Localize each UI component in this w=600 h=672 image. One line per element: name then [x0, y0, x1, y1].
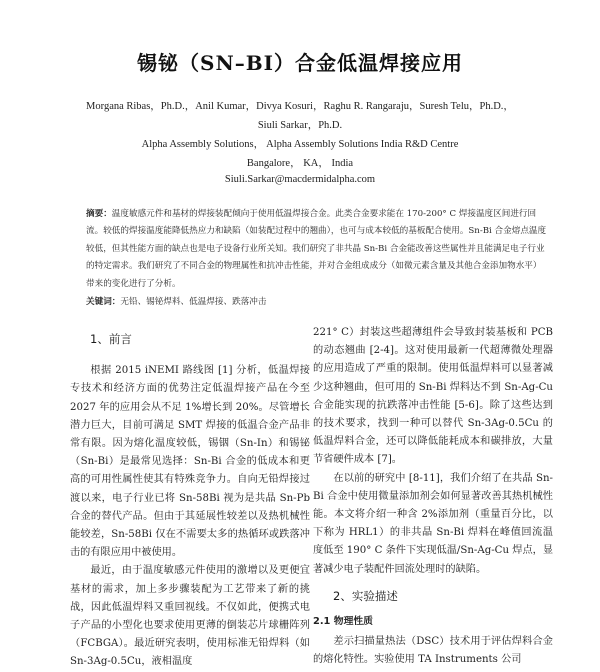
abstract-text: 温度敏感元件和基材的焊接装配倾向于使用低温焊接合金。此类合金要求能在 170-200° C 焊接温度区间进行回流。较低的焊接温度能降低热应力和缺陷（如装配过程中的翘曲），也可与成本较低的基板配合使用。Sn-Bi 合金熔点温度较低，但其性能方面的缺点也是电子设备行业所关知。我们研究了非共晶 Sn-Bi 合金能改善这些属性并且能满足电子行业的特定需求。我们研究了不同合金的物理属性和抗冲击性能，并对合金组成成分（如微元素含量及其他合金添加物水平）带来的变化进行了分析。 — [86, 209, 547, 289]
section-2-heading: 2、实验描述 — [333, 588, 398, 603]
author-email: Siuli.Sarkar@macdermidalpha.com — [224, 174, 376, 185]
keywords-label: 关键词： — [86, 297, 121, 308]
section-1-heading: 1、前言 — [90, 332, 132, 346]
subsection-2-1-heading: 2.1 物理性质 — [313, 616, 373, 628]
paragraph-previous-work: 在以前的研究中 [8-11]，我们介绍了在共晶 Sn-Bi 合金中使用微量添加剂会如何显著改善其热机械性能。本文将介绍一种含 2%添加剂（重量百分比，以下称为 HRL1）的非共晶 Sn-Bi 焊料在峰值回流温度低至 190° C 条件下实现低温/Sn-Ag-Cu 焊点，显著减少电子装配件回流处理时的缺陷。 — [313, 472, 554, 575]
abstract — [86, 206, 550, 311]
keywords — [86, 294, 550, 311]
paragraph-intro-1: 根据 2015 iNEMI 路线图 [1] 分析，低温焊接专技术和经济方面的优势注定低温焊接产品在今至 2027 年的应用会从不足 1%增长到 20%。尽管增长潜力巨大，目前可满足 SMT 焊接的低温合金产品非常有限。因为熔化温度较低，锡铟（Sn-In）和锡铋（Sn-Bi）是最常见选择：Sn-Bi 合金的低成本和更高的可用性属性使其有特殊竞争力。自向无铅焊接过渡以来，电子行业已将 Sn-58Bi 视为是共晶 Sn-Pb 合金的替代产品。但由于其延展性较差以及热机械性能较差，Sn-58Bi 仅在不需要太多的热循环或跌落冲击的有限应用中被使用。 — [70, 365, 310, 559]
paragraph-intro-continued: 221° C）封装这些超薄组件会导致封装基板和 PCB 的动态翘曲 [2-4]。这对使用最新一代超薄微处理器的应用造成了严重的限制。使用低温焊料可以显著减少这种翘曲，但可用的 Sn-Bi 焊料达不到 Sn-Ag-Cu 合金能实现的抗跌落冲击性能 [5-6]。除了这些达到的技术要求，找到一种可以替代 Sn-3Ag-0.5Cu 的低温焊料合金，还可以降低能耗成本和碳排放，大量节省硬件成本 [7]。 — [313, 327, 553, 466]
right-column — [313, 324, 553, 670]
paragraph-dsc: 差示扫描量热法（DSC）技术用于评估焊料合金的熔化特性。实验使用 TA Instruments 公司 — [313, 636, 553, 666]
paragraph-intro-2: 最近，由于温度敏感元件使用的激增以及更便宜基材的需求，加上多步骤装配为工艺带来了新的挑战，因此低温焊料又重回视线。不仅如此，便携式电子产品的小型化也要求使用更薄的倒装芯片球栅阵列（FCBGA）。最近研究表明，使用标准无铅焊料（如 Sn-3Ag-0.5Cu，液相温度 — [70, 565, 310, 668]
left-column — [70, 330, 310, 672]
affiliation-line-1: Alpha Assembly Solutions， Alpha Assembly Solutions India R&D Centre — [141, 139, 459, 150]
affiliation-line-2: Bangalore， KA， India — [246, 158, 354, 169]
abstract-label: 摘要： — [86, 209, 112, 219]
paper-title: 锡铋（SN–BI）合金低温焊接应用 — [137, 51, 463, 75]
authors-line-1: Morgana Ribas，Ph.D.，Anil Kumar，Divya Kosuri，Raghu R. Rangaraju，Suresh Telu，Ph.D.， — [86, 101, 514, 112]
abstract-body — [86, 206, 550, 293]
authors-line-2: Siuli Sarkar，Ph.D. — [257, 120, 343, 131]
keywords-text: 无铅、锡铋焊料、低温焊接、跌落冲击 — [120, 297, 267, 308]
